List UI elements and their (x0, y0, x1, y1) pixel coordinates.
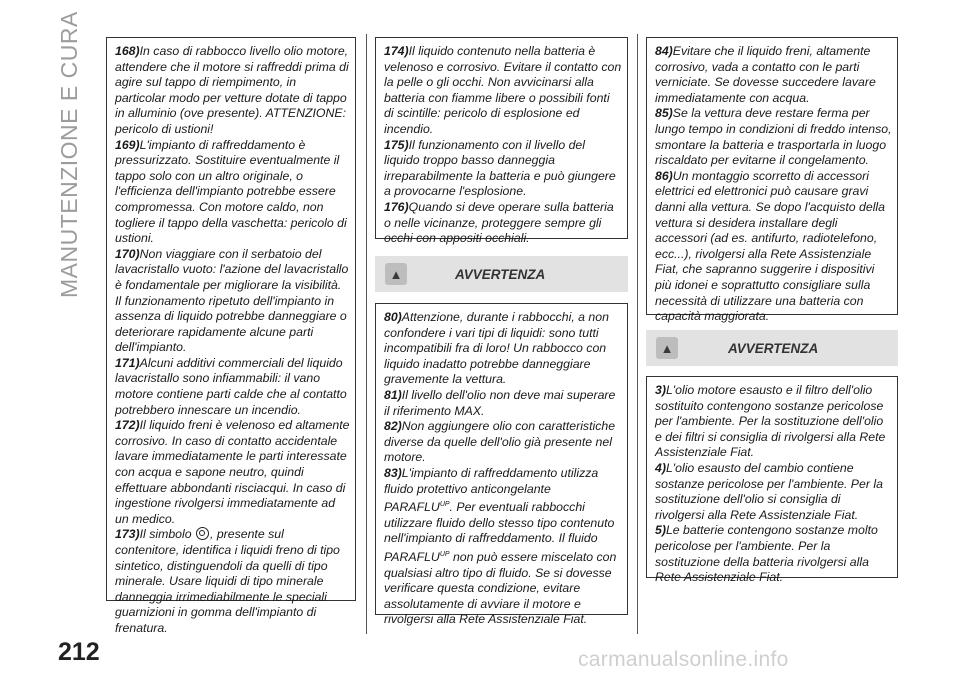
avvertenza-notes-box-col2 (375, 303, 628, 627)
note-172 (115, 418, 350, 527)
note-83 (384, 466, 622, 628)
note-170 (115, 247, 350, 356)
note-number: 176) (384, 199, 409, 214)
note-85 (655, 106, 892, 168)
note-text: L'impianto di raffreddamento è pressurizzato. Sostituire eventualmente il tappo solo con un altro originale, o l'efficienza dell'impianto potrebbe essere compromessa. Con motore caldo, non togliere il tappo della vaschetta: pericolo di ustioni. (115, 137, 347, 246)
note-number: 84) (655, 44, 673, 58)
note-superscript: UP (439, 551, 450, 558)
environment-tree-icon: ▲ (656, 337, 678, 359)
watermark: carmanualsonline.info (578, 648, 789, 671)
note-text: Non viaggiare con il serbatoio del lavacristallo vuoto: l'azione del lavacristallo è fondamentale per migliorare la visibilità. Il funzionamento ripetuto dell'impianto in assenza di liquido potrebbe danneggiare o deteriorare rapidamente alcune parti dell'impianto. (115, 246, 349, 355)
note-number: 3) (655, 383, 666, 397)
avvertenza-title: AVVERTENZA (455, 267, 546, 282)
note-173 (115, 527, 350, 636)
note-number: 173) (115, 527, 140, 542)
note-5 (655, 523, 892, 585)
brake-fluid-symbol-icon (196, 527, 209, 540)
column-separator (366, 34, 367, 634)
note-text: Il simbolo (139, 527, 192, 542)
note-text: Alcuni additivi commerciali del liquido lavacristallo sono infiammabili: il vano motore contiene parti calde che al contatto potrebbero innescare un incendio. (115, 355, 347, 417)
note-text: Attenzione, durante i rabbocchi, a non confondere i vari tipi di liquidi: sono tutti incompatibili fra di loro! Un rabbocco con liquido inadatto potrebbe danneggiare gravemente la vettura. (384, 310, 609, 387)
note-text: non può essere miscelato con qualsiasi altro tipo di fluido. Se si dovesse verificare questa condizione, evitare assolutamente di avviare il motore e rivolgersi alla Rete Assistenziale Fiat. (384, 550, 617, 627)
column-separator (637, 34, 638, 634)
note-text: Il liquido contenuto nella batteria è velenoso e corrosivo. Evitare il contatto con la pelle o gli occhi. Non avvicinarsi alla batteria con fiamme libere o possibili fonti di scintille: pericolo di esplosione ed incendio. (384, 44, 622, 136)
note-number: 170) (115, 246, 140, 261)
note-text: L'impianto di raffreddamento utilizza fluido protettivo anticongelante PARAFLU (384, 465, 599, 515)
note-84 (655, 44, 892, 106)
note-number: 4) (655, 460, 666, 475)
warning-notes-box-col3 (646, 37, 898, 324)
note-text: L'olio motore esausto e il filtro dell'olio sostituito contengono sostanze pericolose per l'ambiente. Per la sostituzione dell'olio e dei filtri si consiglia di rivolgersi alla Rete Assistenziale Fiat. (655, 383, 886, 460)
note-number: 175) (384, 137, 409, 152)
note-86 (655, 169, 892, 325)
note-176 (384, 200, 622, 247)
section-side-title-text: MANUTENZIONE E CURA (56, 11, 82, 298)
note-superscript: UP (439, 501, 450, 509)
note-number: 169) (115, 137, 140, 152)
note-3 (655, 383, 892, 461)
avvertenza-header (375, 256, 628, 292)
note-text: Il livello dell'olio non deve mai superare il riferimento MAX. (384, 387, 616, 418)
note-text: In caso di rabbocco livello olio motore, attendere che il motore si raffreddi prima di agire sul tappo di riempimento, in particolar modo per vetture dotate di tappo in alluminio (ove presente). ATTENZIONE: pericolo di ustioni! (115, 44, 349, 136)
note-text: Un montaggio scorretto di accessori elettrici ed elettronici può causare gravi danni alla vettura. Se dopo l'acquisto della vettura si desidera installare degli accessori (ad es. antifurto, radiotelefono, ecc...), rivolgersi alla Rete Assistenziale Fiat, che sapranno suggerire i dispositivi più idonei e soprattutto consigliare sulla necessità di utilizzare una batteria con capacità maggiorata. (655, 168, 885, 324)
note-number: 174) (384, 44, 409, 58)
note-text: Evitare che il liquido freni, altamente corrosivo, vada a contatto con le parti verniciate. Se dovesse succedere lavare immediatamente con acqua. (655, 44, 876, 105)
note-80 (384, 310, 622, 388)
note-number: 85) (655, 106, 673, 121)
note-171 (115, 356, 350, 418)
note-82 (384, 419, 622, 466)
note-number: 83) (384, 465, 402, 480)
note-text: , presente sul contenitore, identifica i liquidi freno di tipo sintetico, distinguendoli da quelli di tipo minerale. Usare liquidi di tipo minerale danneggia irrimediabilmente le speciali guarnizioni in gomma dell'impianto di frenatura. (115, 527, 340, 635)
note-number: 81) (384, 387, 402, 402)
note-text: Le batterie contengono sostanze molto pericolose per l'ambiente. Per la sostituzione della batteria rivolgersi alla Rete Assistenziale Fiat. (655, 523, 878, 585)
note-text: Se la vettura deve restare ferma per lungo tempo in condizioni di freddo intenso, smontare la batteria e trasportarla in luogo riscaldato per evitarne il congelamento. (655, 106, 892, 168)
note-168 (115, 44, 350, 138)
note-81 (384, 388, 622, 419)
avvertenza-environment-header (646, 330, 898, 366)
note-174 (384, 44, 622, 138)
note-text: L'olio esausto del cambio contiene sostanze pericolose per l'ambiente. Per la sostituzione dell'olio si consiglia di rivolgersi alla Rete Assistenziale Fiat. (655, 460, 883, 522)
note-4 (655, 461, 892, 523)
note-169 (115, 138, 350, 247)
note-number: 172) (115, 418, 140, 433)
car-warning-icon: ▲ (385, 263, 407, 285)
note-text: . Per eventuali rabbocchi utilizzare fluido dello stesso tipo contenuto nell'impianto di raffreddamento. Il fluido PARAFLU (384, 500, 615, 565)
note-text: Il liquido freni è velenoso ed altamente corrosivo. In caso di contatto accidentale lavare immediatamente le parti interessate con acqua e sapone neutro, quindi effettuare abbondanti risciacqui. In caso di ingestione rivolgersi immediatamente ad un medico. (115, 418, 350, 526)
section-side-title (56, 11, 82, 298)
note-text: Quando si deve operare sulla batteria o nelle vicinanze, proteggere sempre gli occhi con appositi occhiali. (384, 199, 614, 246)
note-175 (384, 138, 622, 200)
avvertenza-title: AVVERTENZA (728, 341, 819, 356)
note-number: 171) (115, 355, 140, 370)
warning-notes-box-col1 (106, 37, 356, 635)
note-text: Non aggiungere olio con caratteristiche diverse da quelle dell'olio già presente nel motore. (384, 419, 616, 465)
note-number: 80) (384, 310, 402, 324)
note-number: 5) (655, 523, 666, 538)
page-number: 212 (58, 638, 100, 666)
note-number: 86) (655, 168, 673, 183)
note-number: 168) (115, 44, 140, 58)
avvertenza-notes-box-col3 (646, 376, 898, 585)
note-text: Il funzionamento con il livello del liquido troppo basso danneggia irreparabilmente la batteria e può giungere a provocarne l'esplosione. (384, 137, 616, 199)
note-number: 82) (384, 419, 402, 434)
warning-notes-box-col2 (375, 37, 628, 246)
